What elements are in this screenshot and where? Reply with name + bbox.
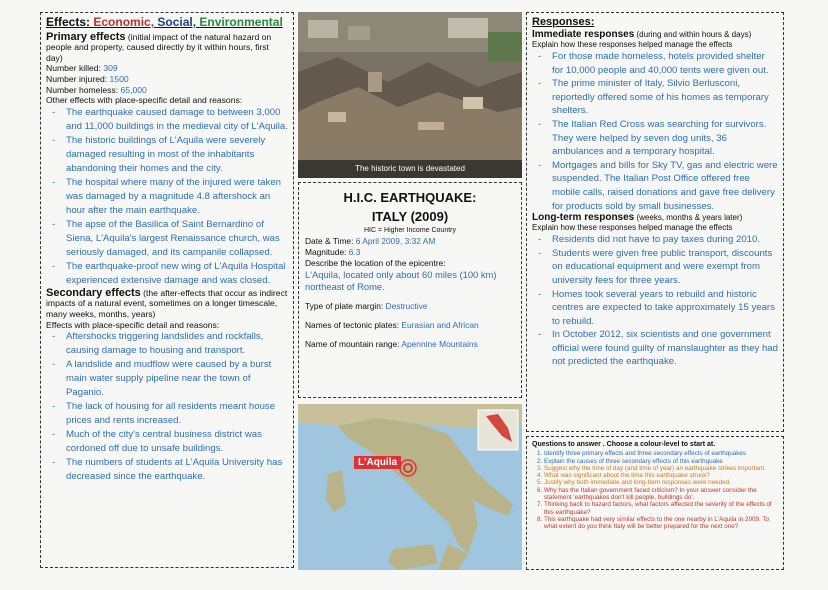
info-title-line2: ITALY (2009) bbox=[371, 209, 449, 224]
list-item: - The lack of housing for all residents meant house prices and rents increased. bbox=[66, 400, 288, 428]
italy-map-image bbox=[298, 404, 522, 570]
homeless-stat: Number homeless: 65,000 bbox=[46, 84, 147, 95]
immediate-explain: Explain how these responses helped manage the effects bbox=[532, 40, 733, 49]
longterm-list bbox=[532, 233, 778, 369]
list-item: 8. This earthquake had very similar effects to the one nearby in L'Aquila in 2009. To what extent do you think Italy will be better prepared for the next one? bbox=[544, 516, 778, 531]
responses-panel bbox=[526, 12, 784, 432]
longterm-explain: Explain how these responses helped manage the effects bbox=[532, 223, 733, 233]
list-item: - Residents did not have to pay taxes during 2010. bbox=[552, 233, 778, 247]
effects-title: Effects: Economic, Social, Environmental bbox=[46, 15, 283, 29]
list-item: - For those made homeless, hotels provided shelter for 10,000 people and 40,000 tents were given out. bbox=[552, 50, 778, 77]
photo-caption: The historic town is devastated bbox=[298, 160, 522, 178]
italy-map bbox=[298, 404, 522, 570]
list-item: - Aftershocks triggering landslides and rockfalls, causing damage to housing and transport. bbox=[66, 330, 288, 358]
list-item: - Much of the city's central business district was cordoned off due to unsafe buildings. bbox=[66, 428, 288, 456]
list-item: - The prime minister of Italy, Silvio Berlusconi, reportedly offered some of his homes as temporary shelters. bbox=[552, 77, 778, 118]
location-value: L'Aquila, located only about 60 miles (100 km) northeast of Rome. bbox=[305, 269, 497, 292]
secondary-effects-list bbox=[46, 330, 288, 484]
list-item: - The hospital where many of the injured were taken was damaged by a magnitude 4.8 aftershock an hour after the main earthquake. bbox=[66, 176, 288, 218]
list-item: - In October 2012, six scientists and one government official were found guilty of manslaughter as they had not predicted the earthquake. bbox=[552, 328, 778, 369]
immediate-list bbox=[532, 50, 778, 213]
effects-panel bbox=[40, 12, 294, 568]
list-item: - Homes took several years to rebuild and historic centres are expected to take approximately 15 years to rebuild. bbox=[552, 288, 778, 329]
list-item: 6. Why has the Italian government faced criticism? In your answer consider the statement 'earthquakes don't kill people, buildings do'. bbox=[544, 487, 778, 502]
questions-heading: Questions to answer . Choose a colour-level to start at. bbox=[532, 441, 716, 448]
plate-margin-row: Type of plate margin: Destructive bbox=[305, 301, 428, 311]
questions-list bbox=[532, 450, 778, 530]
list-item: - The historic buildings of L'Aquila were severely damaged resulting in most of the inhabitants abandoning their homes and the city. bbox=[66, 134, 288, 176]
list-item: - A landslide and mudflow were caused by a burst main water supply pipeline near the town of Paganio. bbox=[66, 358, 288, 400]
date-row: Date & Time: 6 April 2009, 3:32 AM bbox=[305, 236, 436, 246]
other-effects-label: Other effects with place-specific detail and reasons: bbox=[46, 95, 243, 106]
longterm-heading: Long-term responses (weeks, months & years later) bbox=[532, 212, 743, 224]
earthquake-info-panel bbox=[298, 182, 522, 398]
responses-title: Responses: bbox=[532, 16, 595, 28]
list-item: 1. Identify three primary effects and three secondary effects of earthquakes bbox=[544, 450, 778, 457]
list-item: - The Italian Red Cross was searching for survivors. They were helped by seven dog units, 36 ambulances and a temporary hospital. bbox=[552, 118, 778, 159]
list-item: 4. What was significant about the time this earthquake struck? bbox=[544, 472, 778, 479]
injured-stat: Number injured: 1500 bbox=[46, 73, 129, 84]
list-item: 7. Thinking back to hazard factors, what factors affected the severity of the effects of this earthquake? bbox=[544, 501, 778, 516]
list-item: - The apse of the Basilica of Saint Bernardino of Siena, L'Aquila's largest Renaissance church, was seriously damaged, and its campanile collapsed. bbox=[66, 218, 288, 260]
info-title-line1: H.I.C. EARTHQUAKE: bbox=[343, 190, 477, 205]
devastation-photo bbox=[298, 12, 522, 178]
laquila-label: L'Aquila bbox=[354, 456, 401, 469]
killed-stat: Number killed: 309 bbox=[46, 63, 118, 74]
magnitude-row: Magnitude: 6.3 bbox=[305, 247, 361, 257]
list-item: 5. Justify why both immediate and long-term responses were needed. bbox=[544, 479, 778, 486]
secondary-effects-heading: Secondary effects (the after-effects that occur as indirect impacts of a natural event, sometimes on a longer timescale, many weeks, months, years) bbox=[46, 286, 288, 319]
location-label: Describe the location of the epicentre: bbox=[305, 258, 446, 268]
plates-row: Names of tectonic plates: Eurasian and African bbox=[305, 320, 479, 330]
list-item: - Students were given free public transport, discounts on educational equipment and were exempt from university fees for three years. bbox=[552, 247, 778, 288]
primary-effects-list bbox=[46, 106, 288, 288]
rubble-image bbox=[298, 12, 522, 178]
secondary-effects-label: Effects with place-specific detail and reasons: bbox=[46, 319, 220, 330]
info-subtitle: HIC = Higher Income Country bbox=[363, 227, 456, 234]
list-item: - Mortgages and bills for Sky TV, gas and electric were suspended. The Italian Post Office offered free mobile calls, raised donations and gave free delivery for products sold by small businesses. bbox=[552, 159, 778, 213]
list-item: - The numbers of students at L'Aquila University has decreased since the earthquake. bbox=[66, 456, 288, 484]
questions-panel bbox=[526, 436, 784, 570]
list-item: - The earthquake caused damage to between 3,000 and 11,000 buildings in the medieval city of L'Aquila. bbox=[66, 106, 288, 134]
primary-effects-heading: Primary effects (initial impact of the natural hazard on people and property, caused directly by it within hours, first day) bbox=[46, 30, 272, 63]
mountain-row: Name of mountain range: Apennine Mountains bbox=[305, 339, 478, 349]
list-item: - The earthquake-proof new wing of L'Aquila Hospital experienced extensive damage and was closed. bbox=[66, 260, 288, 288]
immediate-heading: Immediate responses (during and within hours & days) bbox=[532, 29, 752, 40]
list-item: 3. Suggest why the time of day (and time of year) an earthquake strikes important. bbox=[544, 465, 778, 472]
list-item: 2. Explain the causes of three secondary effects of this earthquake bbox=[544, 458, 778, 465]
